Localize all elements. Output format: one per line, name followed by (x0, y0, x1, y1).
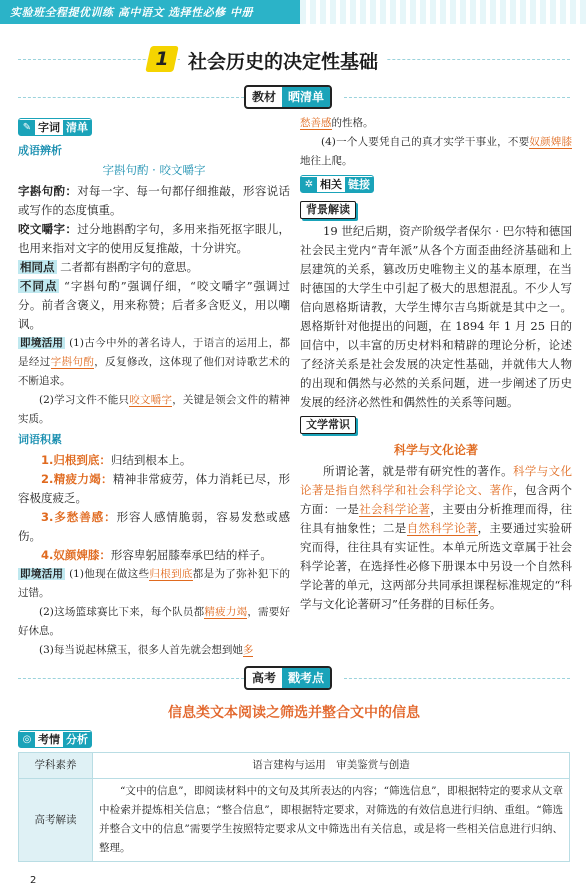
idiom-heading: 成语辨析 (18, 144, 62, 157)
section-tag-exam: 高考 戳考点 (244, 666, 332, 690)
table-row (19, 779, 570, 862)
tag-rule-right (344, 97, 570, 98)
page-number: 2 (30, 875, 37, 886)
apply-example-4: (2)这场篮球赛比下来，每个队员都精疲力竭，需要好好休息。 (18, 606, 291, 637)
pen-icon: ✎ (19, 120, 35, 135)
lesson-number: 1 (155, 48, 169, 70)
science-heading: 科学与文化论著 (393, 443, 478, 457)
idiom-pair-title: 字斟句酌 · 咬文嚼字 (102, 163, 206, 177)
exam-rule-right (344, 678, 570, 679)
table-row (19, 753, 570, 779)
section-tag-textbook: 教材 晒清单 (244, 85, 332, 109)
apply-example-5-cont: 愁善感的性格。 (300, 117, 374, 129)
literature-tag: 文学常识 (300, 416, 356, 434)
science-text: 所谓论著，就是带有研究性的著作。科学与文化论著是指自然科学和社会科学论文、著作，包含两个方面：一是社会科学论著，主要由分析推理而得，往往具有抽象性；二是自然科学论著，主要通过实验研究而得，往往具有实证性。本单元所选文章属于社会科学论著，在选择性必修下册课本中另设一个自然科学论著的单元，这两部分共同承担课程标准规定的“科学与文化论著研习”任务群的目标任务。 (300, 464, 573, 611)
apply-example-6: (4)一个人要凭自己的真才实学干事业，不要奴颜婢膝地往上爬。 (300, 136, 573, 167)
apply-example-5: (3)每当说起林黛玉，很多人首先就会想到她多 (39, 644, 254, 656)
exam-title: 信息类文本阅读之筛选并整合文中的信息 (168, 705, 420, 721)
word-2: 2.精疲力竭：精神非常疲劳，体力消耗已尽，形容极度疲乏。 (18, 472, 290, 505)
background-text: 19 世纪后期，资产阶级学者保尔 · 巴尔特和德国社会民主党内“青年派”从各个方面歪曲经济基础和上层建筑的关系，篡改历史唯物主义的基本原理，在当时德国的大学生中引起了极大的思想混乱。不少人写信向恩格斯请教，大学生博尔吉乌斯就是其中之一。恩格斯针对他提出的问题，在 1894 年 1 月 25 日的回信中，以丰富的历史材料和精辟的理论分析，论述了经济关系是社会发展的决定性基础，并就伟大人物的出现和偶然与必然的关系问题，进一步阐述了历史发展的经济必然性和偶然性的关系等问题。 (300, 224, 572, 409)
tag-rule-left (18, 97, 244, 98)
analysis-pill: ◎ 考情 分析 (18, 730, 92, 748)
lesson-title-row (18, 44, 570, 76)
row-head-interpretation: 高考解读 (19, 779, 93, 862)
right-column (300, 114, 572, 614)
link-pill: ✲ 相关 链接 (300, 175, 374, 193)
word-3: 3.多愁善感：形容人感情脆弱，容易发愁或感伤。 (18, 510, 290, 543)
difference: 不同点 “字斟句酌”强调仔细，“咬文嚼字”强调过分。前者含褒义，用来称赞；后者多含贬义，用以嘲讽。 (18, 279, 291, 331)
accumulation-heading: 词语积累 (18, 433, 62, 446)
target-icon: ◎ (19, 732, 35, 747)
row-head-literacy: 学科素养 (19, 753, 93, 779)
exam-rule-left (18, 678, 244, 679)
apply-example-1: 即境活用 (1)古今中外的著名诗人，于语言的运用上，都是经过字斟句酌，反复修改，这体现了他们对诗歌艺术的不断追求。 (18, 337, 291, 387)
header-stripe (300, 0, 588, 24)
background-tag: 背景解读 (300, 201, 356, 219)
series-title: 实验班全程提优训练 高中语文 选择性必修 中册 (10, 6, 253, 19)
header-bar (0, 0, 588, 24)
left-column (18, 118, 290, 660)
apply-example-3: 即境活用 (1)他现在做这些归根到底都是为了弥补犯下的过错。 (18, 568, 291, 599)
word-1: 1.归根到底：归结到根本上。 (41, 453, 192, 467)
definition-2: 咬文嚼字：过分地斟酌字句，多用来指死抠字眼儿，也用来指对文字的使用反复推敲，十分讲究。 (18, 222, 291, 255)
row-text-literacy: 语言建构与运用 审美鉴赏与创造 (93, 753, 570, 779)
link-icon: ✲ (301, 177, 317, 192)
row-text-interpretation: “文中的信息”，即阅读材料中的文句及其所表达的内容；“筛选信息”，即根据特定的要求从文章中检索并提炼相关信息；“整合信息”，即根据特定要求，对筛选的有效信息进行归纳、重组。“筛选并整合文中的信息”需要学生按照特定要求从文中筛选出有关信息，或是将一些相关信息进行归纳、整理。 (93, 779, 570, 862)
exam-info-table (18, 752, 570, 862)
lesson-title: 社会历史的决定性基础 (180, 47, 386, 74)
word-4: 4.奴颜婢膝：形容卑躬屈膝奉承巴结的样子。 (41, 548, 272, 562)
similarity: 相同点 二者都有斟酌字句的意思。 (20, 260, 199, 274)
definition-1: 字斟句酌：对每一字、每一句都仔细推敲，形容说话或写作的态度慎重。 (18, 184, 291, 217)
apply-example-2: (2)学习文件不能只咬文嚼字，关键是领会文件的精神实质。 (18, 394, 291, 425)
vocab-pill: ✎ 字词 清单 (18, 118, 92, 136)
